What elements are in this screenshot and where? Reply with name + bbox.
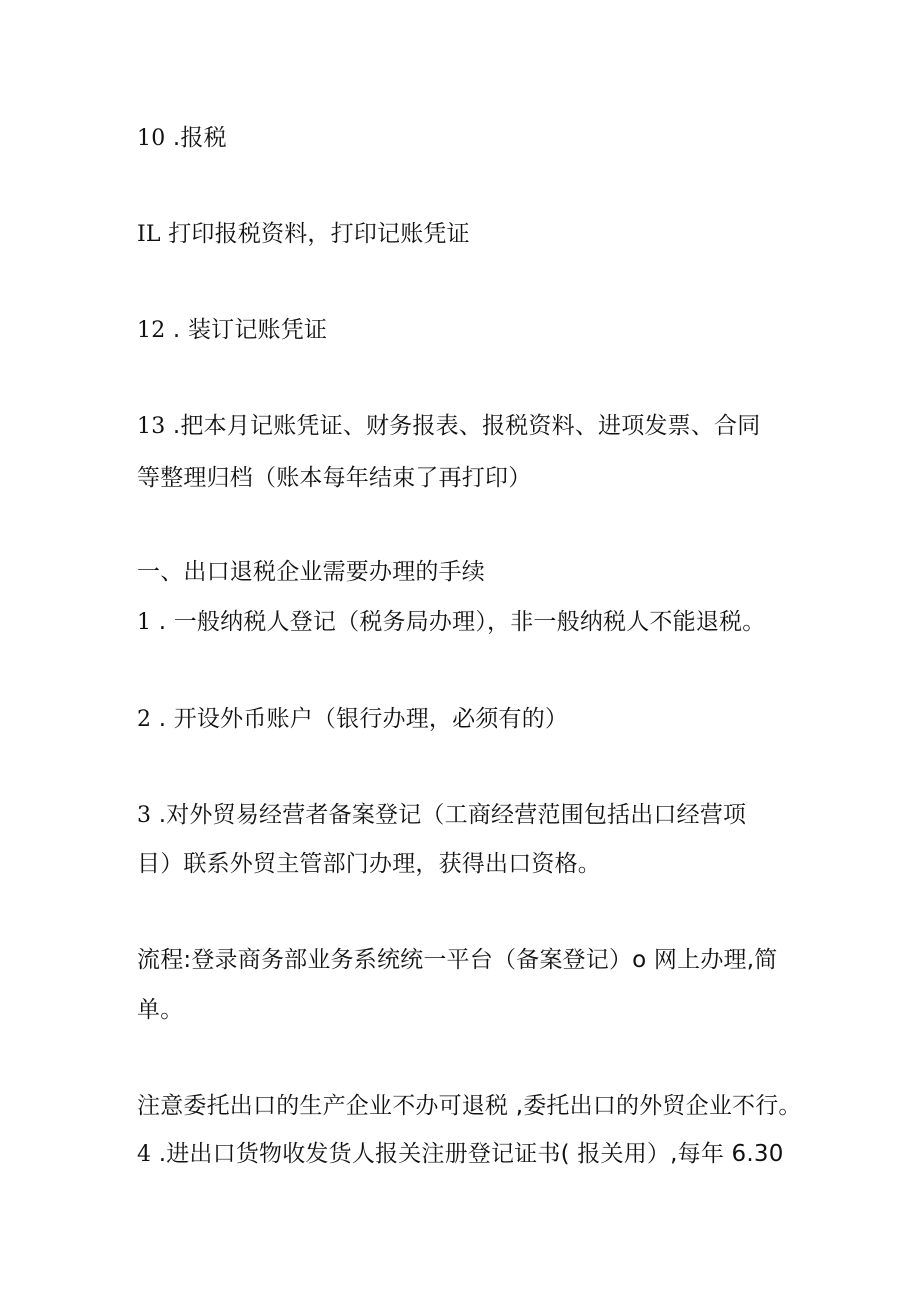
paragraph-line-11 — [137, 218, 470, 251]
item-number: 13 — [137, 414, 166, 439]
paragraph-line-3-cont — [137, 848, 601, 880]
process-line-cont — [137, 994, 183, 1026]
item-number: 1 — [137, 610, 152, 635]
paragraph-line-12 — [137, 314, 327, 347]
note-line — [137, 1090, 802, 1122]
paragraph-line-13 — [137, 410, 760, 443]
paragraph-line-10 — [137, 122, 227, 155]
item-number: 2 — [137, 707, 152, 732]
paragraph-line-13-cont — [137, 462, 531, 494]
paragraph-line-1 — [137, 606, 765, 639]
paragraph-line-4 — [137, 1138, 784, 1171]
item-number: 4 — [137, 1142, 152, 1167]
line-text: .把本月记账凭证、财务报表、报税资料、进项发票、合同 — [165, 413, 761, 439]
process-line — [137, 944, 777, 976]
line-text: 打印报税资料，打印记账凭证 — [160, 221, 470, 247]
line-text: . 一般纳税人登记（税务局办理），非一般纳税人不能退税。 — [151, 609, 766, 635]
paragraph-line-2 — [137, 703, 568, 736]
line-text: . 装订记账凭证 — [165, 317, 328, 343]
line-text: 注意委托出口的生产企业不办可退税 ,委托出口的外贸企业不行。 — [137, 1093, 802, 1119]
line-text: 目）联系外贸主管部门办理，获得出口资格。 — [137, 851, 601, 877]
heading-text: 一、出口退税企业需要办理的手续 — [137, 559, 485, 585]
line-text: .报税 — [165, 125, 227, 151]
item-number: 10 — [137, 126, 166, 151]
line-text: .对外贸易经营者备案登记（工商经营范围包括出口经营项 — [151, 802, 747, 828]
item-number: IL — [137, 222, 161, 247]
line-text: .进出口货物收发货人报关注册登记证书( 报关用）,每年 6.30 — [151, 1141, 784, 1167]
line-text: 单。 — [137, 997, 184, 1023]
item-number: 3 — [137, 803, 152, 828]
line-text: 流程:登录商务部业务系统统一平台（备案登记）o 网上办理,简 — [137, 947, 778, 973]
section-heading — [137, 556, 485, 588]
line-text: . 开设外币账户（银行办理，必须有的） — [151, 706, 569, 732]
paragraph-line-3 — [137, 799, 746, 832]
item-number: 12 — [137, 318, 166, 343]
line-text: 等整理归档（账本每年结束了再打印） — [137, 465, 532, 491]
